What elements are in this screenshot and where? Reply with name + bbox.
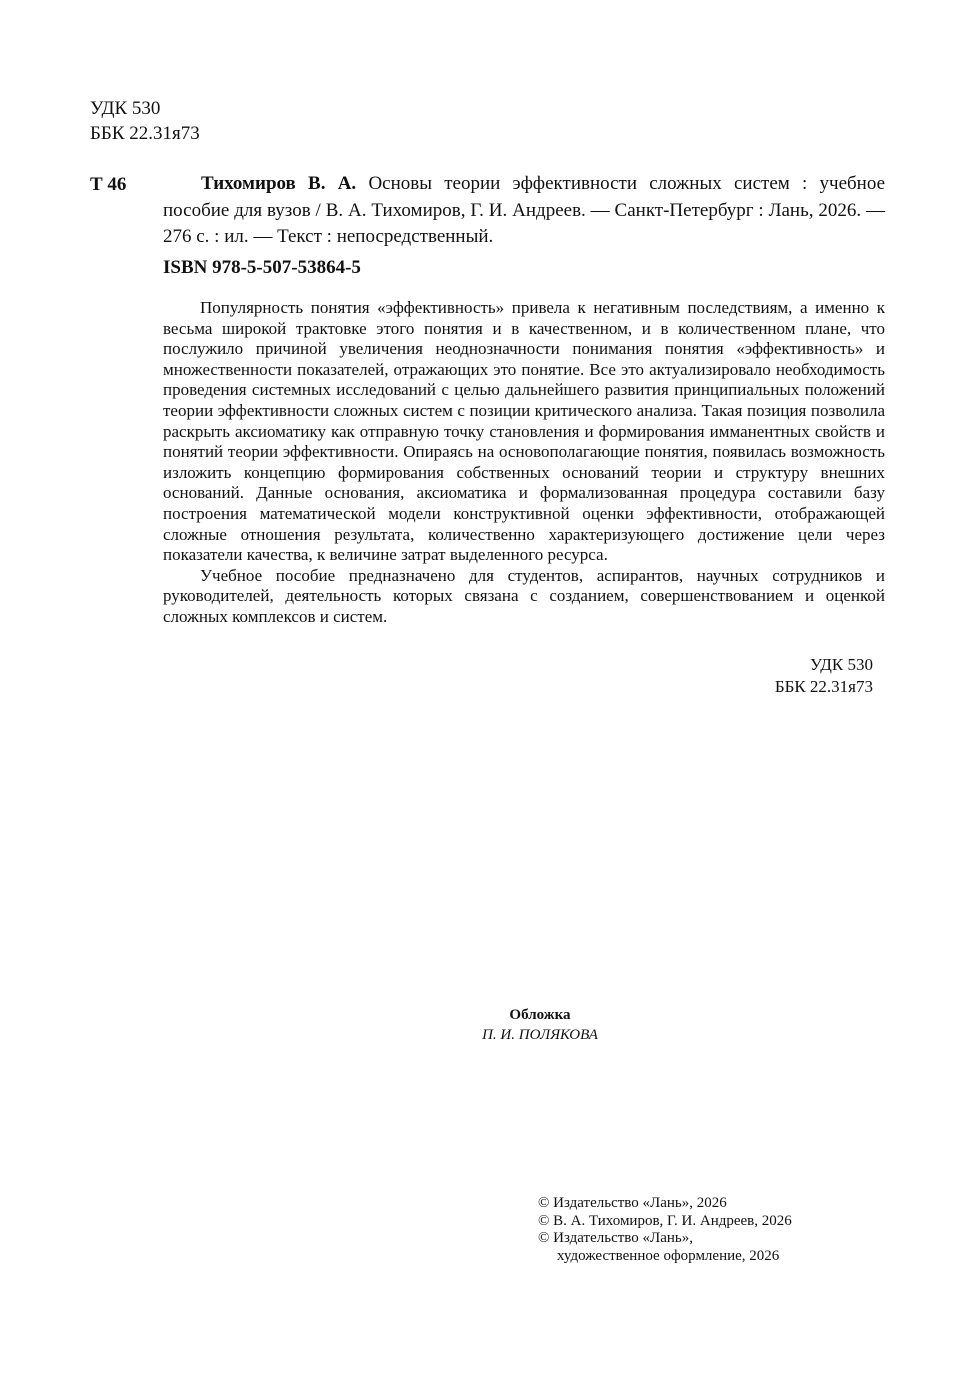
classification-codes-bottom	[700, 654, 873, 698]
cover-label: Обложка	[509, 1007, 571, 1023]
udk-code: УДК 530	[809, 655, 873, 674]
bibliographic-record	[163, 171, 885, 251]
annotation-paragraph: Учебное пособие предназначено для студентов, аспирантов, научных сотрудников и руководителей, деятельность которых связана с созданием, совершенствованием и оценкой сложных комплексов и систем.	[163, 565, 885, 626]
bbk-code: ББК 22.31я73	[90, 123, 200, 144]
cover-artist: П. И. ПОЛЯКОВА	[482, 1027, 598, 1043]
annotation	[163, 298, 885, 628]
copyright-line: художественное оформление, 2026	[557, 1247, 780, 1264]
copyright-block	[538, 1195, 938, 1265]
copyright-line: © Издательство «Лань», 2026	[538, 1195, 727, 1211]
annotation-paragraph: Популярность понятия «эффективность» привела к негативным последствиям, а именно к весьма широкой трактовке этого понятия и в качественном, и в количественном плане, что послужило причиной увеличения неоднозначности понимания понятия «эффективность» и множественности показателей, отражающих это понятие. Все это актуализировало необходимость проведения системных исследований с целью дальнейшего развития принципиальных положений теории эффективности сложных систем с позиции критического анализа. Такая позиция позволила раскрыть аксиоматику как отправную точку становления и формирования имманентных свойств и понятий теории эффективности. Опираясь на основополагающие понятия, появилась возможность изложить концепцию формирования собственных оснований теории и структуру внешних оснований. Данные основания, аксиоматика и формализованная процедура составили базу построения математической модели конструктивной оценки эффективности, отображающей сложные отношения результата, количественно характеризующего достижение цели через показатели качества, к величине затрат выделенного ресурса.	[163, 298, 885, 565]
cover-credit	[380, 1005, 700, 1045]
author-mark: Т 46	[90, 174, 127, 195]
classification-codes-top	[90, 96, 200, 146]
copyright-line: © В. А. Тихомиров, Г. И. Андреев, 2026	[538, 1212, 792, 1229]
author-name: Тихомиров В. А.	[201, 173, 357, 194]
bbk-code: ББК 22.31я73	[774, 677, 873, 696]
isbn: ISBN 978-5-507-53864-5	[163, 257, 361, 278]
udk-code: УДК 530	[90, 98, 161, 119]
copyright-line: © Издательство «Лань»,	[538, 1230, 693, 1246]
bibliographic-description: Основы теории эффективности сложных систем : учебное пособие для вузов / В. А. Тихомиров, Г. И. Андреев. — Санкт-Петербург : Лань, 2026. — 276 с. : ил. — Текст : непосредственный.	[163, 173, 886, 247]
